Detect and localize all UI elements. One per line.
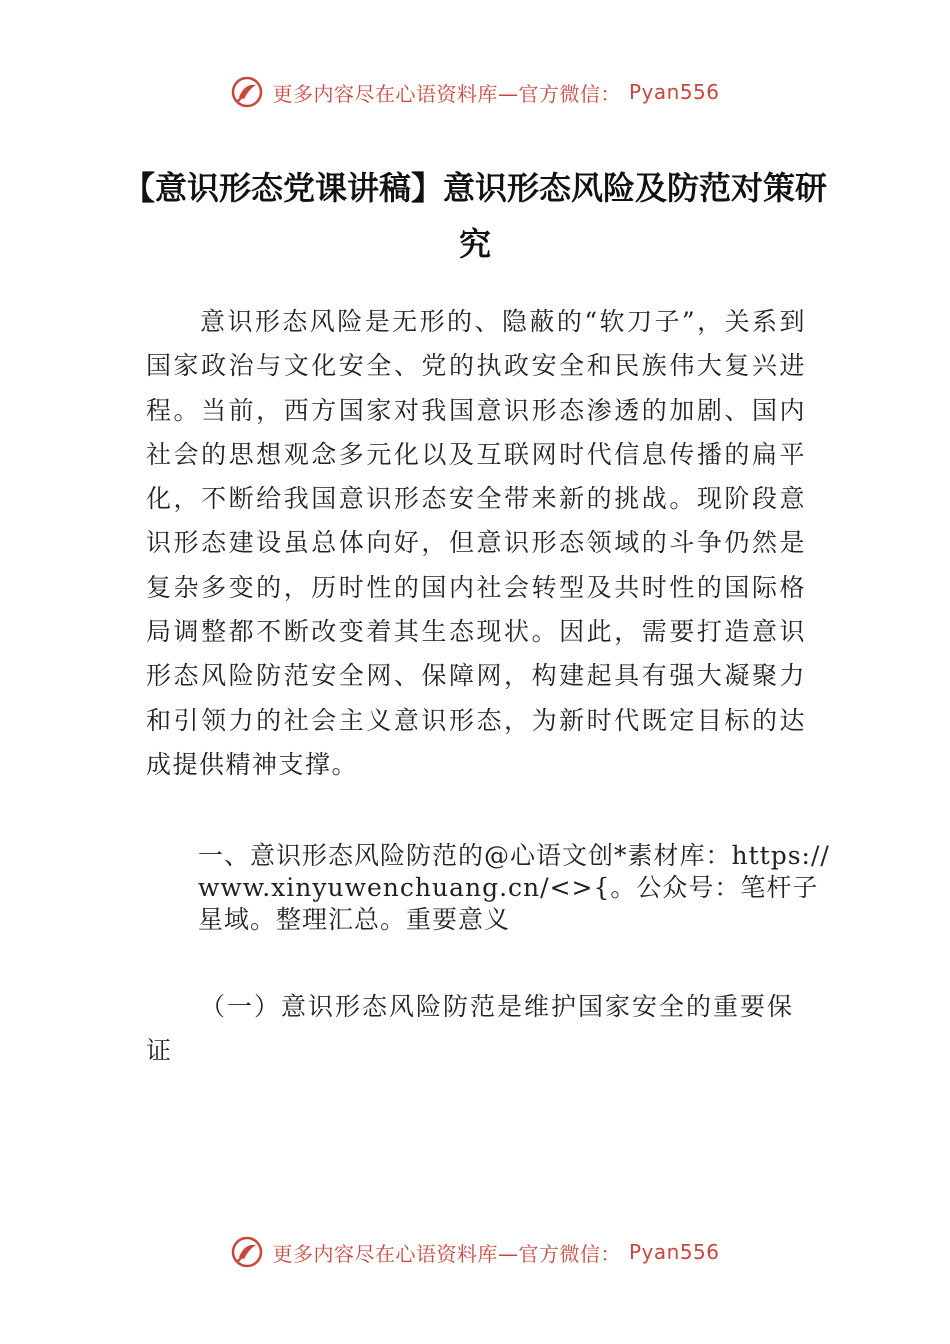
pen-seal-logo-icon (230, 1235, 264, 1269)
page-title: 【意识形态党课讲稿】意识形态风险及防范对策研究 (122, 169, 827, 263)
body-paragraph: 意识形态风险是无形的、隐蔽的“软刀子”，关系到国家政治与文化安全、党的执政安全和民族伟大复兴进程。当前，西方国家对我国意识形态渗透的加剧、国内社会的思想观念多元化以及互联网时代信息传播的扁平化，不断给我国意识形态安全带来新的挑战。现阶段意识形态建设虽总体向好，但意识形态领域的斗争仍然是复杂多变的，历时性的国内社会转型及共时性的国际格局调整都不断改变着其生态现状。因此，需要打造意识形态风险防范安全网、保障网，构建起具有强大凝聚力和引领力的社会主义意识形态，为新时代既定目标的达成提供精神支撑。 (146, 307, 806, 779)
subsection-heading-1: （一）意识形态风险防范是维护国家安全的重要保证 (146, 992, 795, 1065)
watermark-text: 更多内容尽在心语资料库—官方微信： (272, 81, 621, 106)
watermark-header (0, 70, 950, 114)
pen-seal-logo-icon (230, 75, 264, 109)
section-heading-1: 一、意识形态风险防范的@心语文创*素材库：https://www.xinyuwenchuang.cn/<>{。公众号：笔杆子星域。整理汇总。重要意义 (198, 841, 830, 934)
watermark-wechat-id: Pyan556 (628, 80, 720, 104)
watermark-footer (0, 1230, 950, 1274)
watermark-text: 更多内容尽在心语资料库—官方微信： (272, 1241, 621, 1266)
watermark-wechat-id: Pyan556 (628, 1240, 720, 1264)
